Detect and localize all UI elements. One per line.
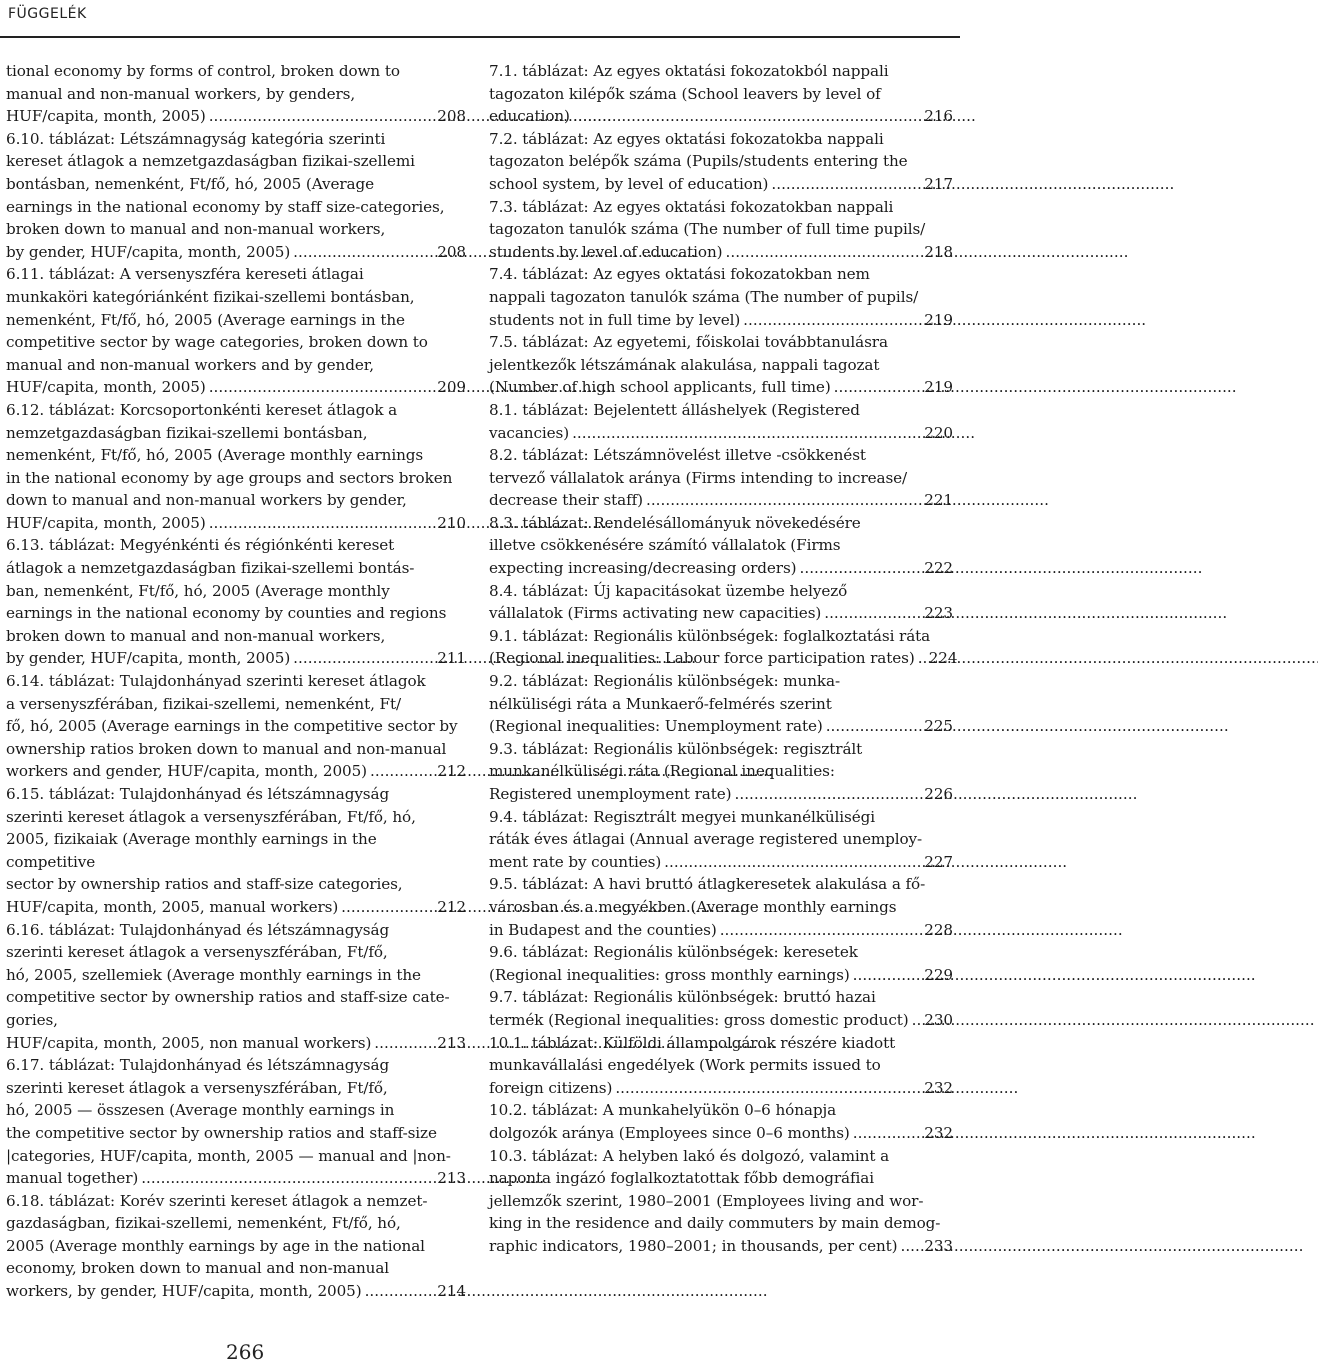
toc-page-number[interactable]: 213 bbox=[437, 1033, 466, 1052]
toc-entry-line: 9.4. táblázat: Regisztrált megyei munkanélküliségi bbox=[489, 807, 875, 826]
toc-entry[interactable] bbox=[489, 196, 953, 264]
toc-column-left bbox=[6, 60, 466, 1303]
toc-page-number[interactable]: 220 bbox=[924, 423, 953, 442]
toc-entry-line: foreign citizens) bbox=[489, 1078, 613, 1097]
dot-leader bbox=[918, 647, 926, 670]
toc-entry[interactable] bbox=[489, 263, 953, 331]
toc-entry-line: 6.17. táblázat: Tulajdonhányad és létszámnagyság bbox=[6, 1056, 390, 1075]
toc-entry-line: 8.4. táblázat: Új kapacitásokat üzembe helyező bbox=[489, 581, 848, 600]
dot-leader bbox=[824, 602, 921, 625]
toc-entry-line: bontásban, nemenként, Ft/fő, hó, 2005 (Average bbox=[6, 174, 374, 193]
toc-entry-last-line bbox=[489, 241, 953, 264]
toc-entry-line: 9.1. táblázat: Regionális különbségek: foglalkoztatási ráta bbox=[489, 626, 931, 645]
dot-leader bbox=[826, 715, 922, 738]
toc-entry[interactable] bbox=[489, 512, 953, 580]
toc-entry-last-line bbox=[6, 241, 466, 264]
toc-entry-line: 6.13. táblázat: Megyénkénti és régiónkénti kereset bbox=[6, 536, 395, 555]
toc-page-number[interactable]: 214 bbox=[437, 1282, 466, 1301]
toc-entry-line: 7.1. táblázat: Az egyes oktatási fokozatokból nappali bbox=[489, 62, 889, 80]
toc-entry-last-line bbox=[489, 309, 953, 332]
toc-entry-line: manual and non-manual workers, by genders, bbox=[6, 84, 356, 103]
toc-entry-line: raphic indicators, 1980–2001; in thousands, per cent) bbox=[489, 1236, 898, 1255]
toc-entry[interactable] bbox=[489, 1099, 953, 1144]
toc-entry-line: 6.15. táblázat: Tulajdonhányad és létszámnagyság bbox=[6, 785, 390, 803]
toc-entry-line: competitive sector by wage categories, broken down to bbox=[6, 333, 428, 352]
toc-page-number[interactable]: 230 bbox=[924, 1010, 953, 1029]
toc-entry-last-line bbox=[6, 376, 466, 399]
toc-entry[interactable] bbox=[489, 444, 953, 512]
toc-page-number[interactable]: 211 bbox=[437, 649, 466, 668]
toc-entry-line: 6.14. táblázat: Tulajdonhányad szerinti kereset átlagok bbox=[6, 672, 426, 691]
toc-entry-line: 8.1. táblázat: Bejelentett álláshelyek (Registered bbox=[489, 400, 860, 419]
toc-entry-last-line bbox=[6, 512, 466, 535]
toc-entry-line: hó, 2005 — összesen (Average monthly earnings in bbox=[6, 1101, 395, 1120]
toc-entry-line: down to manual and non-manual workers by gender, bbox=[6, 491, 407, 510]
toc-page-number[interactable]: 212 bbox=[437, 762, 466, 781]
toc-entry-line: tagozaton kilépők száma (School leavers by level of bbox=[489, 84, 881, 103]
toc-page-number[interactable]: 233 bbox=[924, 1236, 953, 1255]
toc-entry-line: (Number of high school applicants, full time) bbox=[489, 378, 831, 397]
toc-entry-line: manual and non-manual workers and by gender, bbox=[6, 355, 374, 374]
toc-page-number[interactable]: 227 bbox=[924, 852, 953, 871]
toc-entry-line: the competitive sector by ownership ratios and staff-size bbox=[6, 1123, 437, 1142]
toc-entry-line: 8.2. táblázat: Létszámnövelést illetve -csökkenést bbox=[489, 446, 866, 465]
toc-entry-line: nemenként, Ft/fő, hó, 2005 (Average earnings in the bbox=[6, 310, 405, 329]
toc-entry-last-line bbox=[6, 1167, 466, 1190]
toc-entry-line: 6.12. táblázat: Korcsoportonkénti kereset átlagok a bbox=[6, 400, 398, 419]
toc-entry-line: 2005, fizikaiak (Average monthly earnings in the competitive bbox=[6, 830, 377, 871]
toc-entry-line: by gender, HUF/capita, month, 2005) bbox=[6, 649, 291, 668]
toc-entry-line: HUF/capita, month, 2005) bbox=[6, 378, 206, 397]
toc-entry-line: 7.3. táblázat: Az egyes oktatási fokozatokban nappali bbox=[489, 197, 894, 216]
dot-leader bbox=[720, 919, 922, 942]
toc-entry-line: ownership ratios broken down to manual and non-manual bbox=[6, 739, 447, 758]
toc-entry-line: munkavállalási engedélyek (Work permits issued to bbox=[489, 1056, 881, 1075]
toc-entry-line: Registered unemployment rate) bbox=[489, 785, 732, 803]
toc-page-number[interactable]: 219 bbox=[924, 310, 953, 329]
toc-entry-line: jellemzők szerint, 1980–2001 (Employees living and wor- bbox=[489, 1191, 924, 1210]
toc-entry-last-line bbox=[489, 489, 953, 512]
toc-entry-line: fő, hó, 2005 (Average earnings in the competitive sector by bbox=[6, 717, 458, 736]
dot-leader bbox=[374, 1032, 434, 1055]
toc-entry-line: kereset átlagok a nemzetgazdaságban fizikai-szellemi bbox=[6, 152, 415, 171]
dot-leader bbox=[900, 1235, 921, 1258]
toc-entry-line: education) bbox=[489, 107, 570, 126]
toc-entry-last-line bbox=[6, 1032, 466, 1055]
toc-entry-line: termék (Regional inequalities: gross domestic product) bbox=[489, 1010, 909, 1029]
toc-entry-line: (Regional inequalities: Labour force participation rates) bbox=[489, 649, 915, 668]
dot-leader bbox=[209, 105, 435, 128]
toc-entry-last-line bbox=[489, 1122, 953, 1145]
toc-entry-line: vállalatok (Firms activating new capacities) bbox=[489, 604, 822, 623]
toc-entry-line: 9.7. táblázat: Regionális különbségek: bruttó hazai bbox=[489, 988, 876, 1007]
toc-entry-line: ban, nemenként, Ft/fő, hó, 2005 (Average monthly bbox=[6, 581, 390, 600]
toc-entry-line: naponta ingázó foglalkoztatottak főbb demográfiai bbox=[489, 1169, 874, 1188]
toc-entry-line: 6.18. táblázat: Korév szerinti kereset átlagok a nemzet- bbox=[6, 1191, 428, 1210]
toc-entry-line: |categories, HUF/capita, month, 2005 — manual and |non- bbox=[6, 1146, 451, 1165]
dot-leader bbox=[853, 1122, 922, 1145]
dot-leader bbox=[341, 896, 434, 919]
toc-entry-line: HUF/capita, month, 2005) bbox=[6, 107, 206, 126]
toc-entry-last-line bbox=[489, 1077, 953, 1100]
toc-entry-line: jelentkezők létszámának alakulása, nappali tagozat bbox=[489, 355, 880, 374]
header-rule bbox=[0, 36, 960, 38]
toc-entry-line: hó, 2005, szellemiek (Average monthly earnings in the bbox=[6, 965, 421, 984]
toc-entry-line: 9.3. táblázat: Regionális különbségek: regisztrált bbox=[489, 739, 863, 758]
toc-entry[interactable] bbox=[489, 1032, 953, 1100]
toc-page-number[interactable]: 232 bbox=[924, 1123, 953, 1142]
toc-entry-line: by gender, HUF/capita, month, 2005) bbox=[6, 242, 291, 261]
toc-entry[interactable] bbox=[489, 399, 953, 444]
toc-page-number[interactable]: 208 bbox=[437, 107, 466, 126]
toc-entry[interactable] bbox=[6, 783, 466, 919]
toc-page-number[interactable]: 228 bbox=[924, 920, 953, 939]
toc-entry[interactable] bbox=[6, 128, 466, 264]
dot-leader bbox=[615, 1077, 921, 1100]
dot-leader bbox=[293, 647, 434, 670]
toc-entry-last-line bbox=[489, 105, 953, 128]
dot-leader bbox=[664, 851, 921, 874]
toc-page-number[interactable]: 224 bbox=[928, 649, 958, 668]
toc-page-number[interactable]: 221 bbox=[924, 491, 953, 510]
dot-leader bbox=[912, 1009, 922, 1032]
toc-entry-line: earnings in the national economy by counties and regions bbox=[6, 604, 447, 623]
toc-entry-last-line bbox=[489, 557, 953, 580]
toc-entry[interactable] bbox=[6, 919, 466, 1055]
toc-entry-line: vacancies) bbox=[489, 423, 570, 442]
toc-entry-line: 8.3. táblázat: Rendelésállományuk növekedésére bbox=[489, 513, 861, 532]
toc-entry-line: gazdaságban, fizikai-szellemi, nemenként, Ft/fő, hó, bbox=[6, 1214, 401, 1233]
toc-column-right bbox=[489, 60, 958, 1257]
toc-entry[interactable] bbox=[489, 670, 953, 738]
toc-entry[interactable] bbox=[489, 738, 953, 806]
toc-entry-line: in Budapest and the counties) bbox=[489, 920, 717, 939]
toc-entry-last-line bbox=[489, 1235, 953, 1258]
toc-entry-line: 7.2. táblázat: Az egyes oktatási fokozatokba nappali bbox=[489, 129, 884, 148]
toc-entry-line: 6.11. táblázat: A versenyszféra kereseti átlagai bbox=[6, 265, 364, 284]
toc-entry[interactable] bbox=[489, 873, 953, 941]
toc-entry[interactable] bbox=[6, 670, 466, 783]
dot-leader bbox=[734, 783, 921, 806]
toc-entry-line: 10.3. táblázat: A helyben lakó és dolgozó, valamint a bbox=[489, 1146, 890, 1165]
toc-entry-line: tagozaton tanulók száma (The number of full time pupils/ bbox=[489, 220, 926, 239]
toc-entry-line: workers, by gender, HUF/capita, month, 2005) bbox=[6, 1282, 362, 1301]
toc-entry-line: (Regional inequalities: Unemployment rate) bbox=[489, 717, 823, 736]
dot-leader bbox=[572, 422, 921, 445]
toc-entry-last-line bbox=[6, 760, 466, 783]
toc-entry-line: workers and gender, HUF/capita, month, 2005) bbox=[6, 762, 368, 781]
toc-entry-line: 6.16. táblázat: Tulajdonhányad és létszámnagyság bbox=[6, 920, 390, 939]
dot-leader bbox=[799, 557, 921, 580]
toc-entry-line: competitive sector by ownership ratios and staff-size cate-gories, bbox=[6, 988, 450, 1029]
toc-entry-line: tional economy by forms of control, broken down to bbox=[6, 62, 400, 80]
toc-entry-line: 7.4. táblázat: Az egyes oktatási fokozatokban nem bbox=[489, 265, 870, 284]
toc-entry-line: king in the residence and daily commuters by main demog- bbox=[489, 1214, 941, 1233]
toc-entry-line: school system, by level of education) bbox=[489, 174, 769, 193]
toc-entry-line: broken down to manual and non-manual workers, bbox=[6, 626, 386, 645]
toc-entry[interactable] bbox=[489, 986, 953, 1031]
toc-entry-line: sector by ownership ratios and staff-size categories, bbox=[6, 875, 403, 894]
toc-page-number[interactable]: 222 bbox=[924, 559, 953, 578]
dot-leader bbox=[834, 376, 922, 399]
toc-entry-last-line bbox=[489, 647, 958, 670]
dot-leader bbox=[743, 309, 921, 332]
toc-entry-line: HUF/capita, month, 2005) bbox=[6, 513, 206, 532]
dot-leader bbox=[365, 1280, 435, 1303]
toc-entry-line: szerinti kereset átlagok a versenyszférában, Ft/fő, bbox=[6, 1078, 388, 1097]
toc-entry[interactable] bbox=[6, 1190, 466, 1303]
toc-page-number[interactable]: 208 bbox=[437, 242, 466, 261]
toc-entry-line: (Regional inequalities: gross monthly earnings) bbox=[489, 965, 850, 984]
toc-entry-line: 7.5. táblázat: Az egyetemi, főiskolai továbbtanulásra bbox=[489, 333, 888, 352]
toc-entry-last-line bbox=[489, 919, 953, 942]
toc-entry-line: broken down to manual and non-manual workers, bbox=[6, 220, 386, 239]
toc-entry[interactable] bbox=[489, 1145, 953, 1258]
toc-entry[interactable] bbox=[489, 941, 953, 986]
toc-entry-last-line bbox=[489, 964, 953, 987]
page-number: 266 bbox=[226, 1340, 265, 1364]
toc-page-number[interactable]: 232 bbox=[924, 1078, 953, 1097]
toc-entry-line: munkanélküliségi ráta (Regional inequalities: bbox=[489, 762, 835, 781]
toc-entry-last-line bbox=[6, 105, 466, 128]
toc-entry-line: decrease their staff) bbox=[489, 491, 643, 510]
dot-leader bbox=[370, 760, 434, 783]
toc-entry-last-line bbox=[6, 896, 466, 919]
dot-leader bbox=[209, 512, 435, 535]
toc-entry-line: szerinti kereset átlagok a versenyszférában, Ft/fő, bbox=[6, 943, 388, 962]
toc-page-number[interactable]: 226 bbox=[924, 785, 953, 803]
toc-entry[interactable] bbox=[6, 399, 466, 535]
toc-page-number[interactable]: 213 bbox=[437, 1169, 466, 1188]
toc-entry-last-line bbox=[489, 1009, 953, 1032]
toc-entry-line: 10.2. táblázat: A munkahelyükön 0–6 hónapja bbox=[489, 1101, 837, 1120]
toc-entry-line: a versenyszférában, fizikai-szellemi, nemenként, Ft/ bbox=[6, 694, 401, 713]
toc-entry-line: ment rate by counties) bbox=[489, 852, 662, 871]
toc-entry-line: szerinti kereset átlagok a versenyszférában, Ft/fő, hó, bbox=[6, 807, 416, 826]
toc-entry-last-line bbox=[489, 851, 953, 874]
toc-entry-line: earnings in the national economy by staff size-categories, bbox=[6, 197, 445, 216]
toc-entry-line: students by level of education) bbox=[489, 242, 723, 261]
toc-entry[interactable] bbox=[6, 534, 466, 670]
toc-entry[interactable] bbox=[6, 1054, 466, 1190]
toc-entry-last-line bbox=[489, 783, 953, 806]
dot-leader bbox=[209, 376, 435, 399]
toc-entry-line: nemenként, Ft/fő, hó, 2005 (Average monthly earnings bbox=[6, 446, 424, 465]
toc-entry-line: tagozaton belépők száma (Pupils/students entering the bbox=[489, 152, 908, 171]
dot-leader bbox=[646, 489, 921, 512]
toc-entry-line: 10.1. táblázat: Külföldi állampolgárok részére kiadott bbox=[489, 1033, 896, 1052]
toc-page-number[interactable]: 210 bbox=[437, 513, 466, 532]
section-header: FÜGGELÉK bbox=[8, 6, 87, 22]
toc-entry-line: in the national economy by age groups and sectors broken bbox=[6, 468, 453, 487]
dot-leader bbox=[771, 173, 921, 196]
toc-entry-line: nélküliségi ráta a Munkaerő-felmérés szerint bbox=[489, 694, 832, 713]
toc-page-number[interactable]: 223 bbox=[924, 604, 953, 623]
toc-entry[interactable] bbox=[6, 60, 466, 128]
toc-entry[interactable] bbox=[489, 60, 953, 128]
toc-entry-last-line bbox=[489, 376, 953, 399]
toc-entry-line: 9.2. táblázat: Regionális különbségek: munka- bbox=[489, 672, 841, 691]
dot-leader bbox=[853, 964, 922, 987]
toc-entry-line: HUF/capita, month, 2005, non manual workers) bbox=[6, 1033, 372, 1052]
toc-entry[interactable] bbox=[489, 580, 953, 625]
toc-entry-line: dolgozók aránya (Employees since 0–6 months) bbox=[489, 1123, 850, 1142]
toc-entry[interactable] bbox=[489, 625, 958, 670]
dot-leader bbox=[141, 1167, 434, 1190]
toc-page-number[interactable]: 229 bbox=[924, 965, 953, 984]
toc-page-number[interactable]: 217 bbox=[924, 174, 953, 193]
toc-entry-line: 9.6. táblázat: Regionális különbségek: keresetek bbox=[489, 943, 858, 962]
dot-leader bbox=[573, 105, 921, 128]
toc-entry-last-line bbox=[6, 1280, 466, 1303]
toc-entry-line: 9.5. táblázat: A havi bruttó átlagkeresetek alakulása a fő- bbox=[489, 875, 926, 894]
toc-entry[interactable] bbox=[6, 263, 466, 399]
toc-page-number[interactable]: 218 bbox=[924, 242, 953, 261]
toc-entry-line: átlagok a nemzetgazdaságban fizikai-szellemi bontás- bbox=[6, 559, 415, 578]
toc-entry-line: tervező vállalatok aránya (Firms intending to increase/ bbox=[489, 468, 908, 487]
toc-entry-line: nappali tagozaton tanulók száma (The number of pupils/ bbox=[489, 287, 919, 306]
toc-entry-line: 2005 (Average monthly earnings by age in the national bbox=[6, 1236, 425, 1255]
toc-entry[interactable] bbox=[489, 128, 953, 196]
toc-entry-line: illetve csökkenésére számító vállalatok (Firms bbox=[489, 536, 841, 555]
toc-entry-line: manual together) bbox=[6, 1169, 139, 1188]
toc-entry-line: expecting increasing/decreasing orders) bbox=[489, 559, 797, 578]
toc-entry-line: munkaköri kategóriánként fizikai-szellemi bontásban, bbox=[6, 287, 415, 306]
dot-leader bbox=[293, 241, 434, 264]
toc-entry-last-line bbox=[489, 173, 953, 196]
toc-entry-line: nemzetgazdaságban fizikai-szellemi bontásban, bbox=[6, 423, 368, 442]
toc-entry[interactable] bbox=[489, 806, 953, 874]
toc-page-number[interactable]: 209 bbox=[437, 378, 466, 397]
toc-page-number[interactable]: 216 bbox=[924, 107, 953, 126]
toc-page-number[interactable]: 225 bbox=[924, 717, 953, 736]
toc-entry-last-line bbox=[489, 715, 953, 738]
toc-entry-line: HUF/capita, month, 2005, manual workers) bbox=[6, 897, 339, 916]
toc-entry-line: városban és a megyékben (Average monthly earnings bbox=[489, 897, 897, 916]
toc-entry-line: 6.10. táblázat: Létszámnagyság kategória szerinti bbox=[6, 129, 386, 148]
toc-entry-last-line bbox=[489, 422, 953, 445]
toc-page-number[interactable]: 212 bbox=[437, 897, 466, 916]
toc-entry-last-line bbox=[6, 647, 466, 670]
toc-entry-last-line bbox=[489, 602, 953, 625]
toc-entry[interactable] bbox=[489, 331, 953, 399]
toc-entry-line: students not in full time by level) bbox=[489, 310, 741, 329]
toc-page-number[interactable]: 219 bbox=[924, 378, 953, 397]
toc-entry-line: ráták éves átlagai (Annual average registered unemploy- bbox=[489, 830, 923, 849]
toc-entry-line: economy, broken down to manual and non-manual bbox=[6, 1259, 390, 1278]
dot-leader bbox=[725, 241, 921, 264]
